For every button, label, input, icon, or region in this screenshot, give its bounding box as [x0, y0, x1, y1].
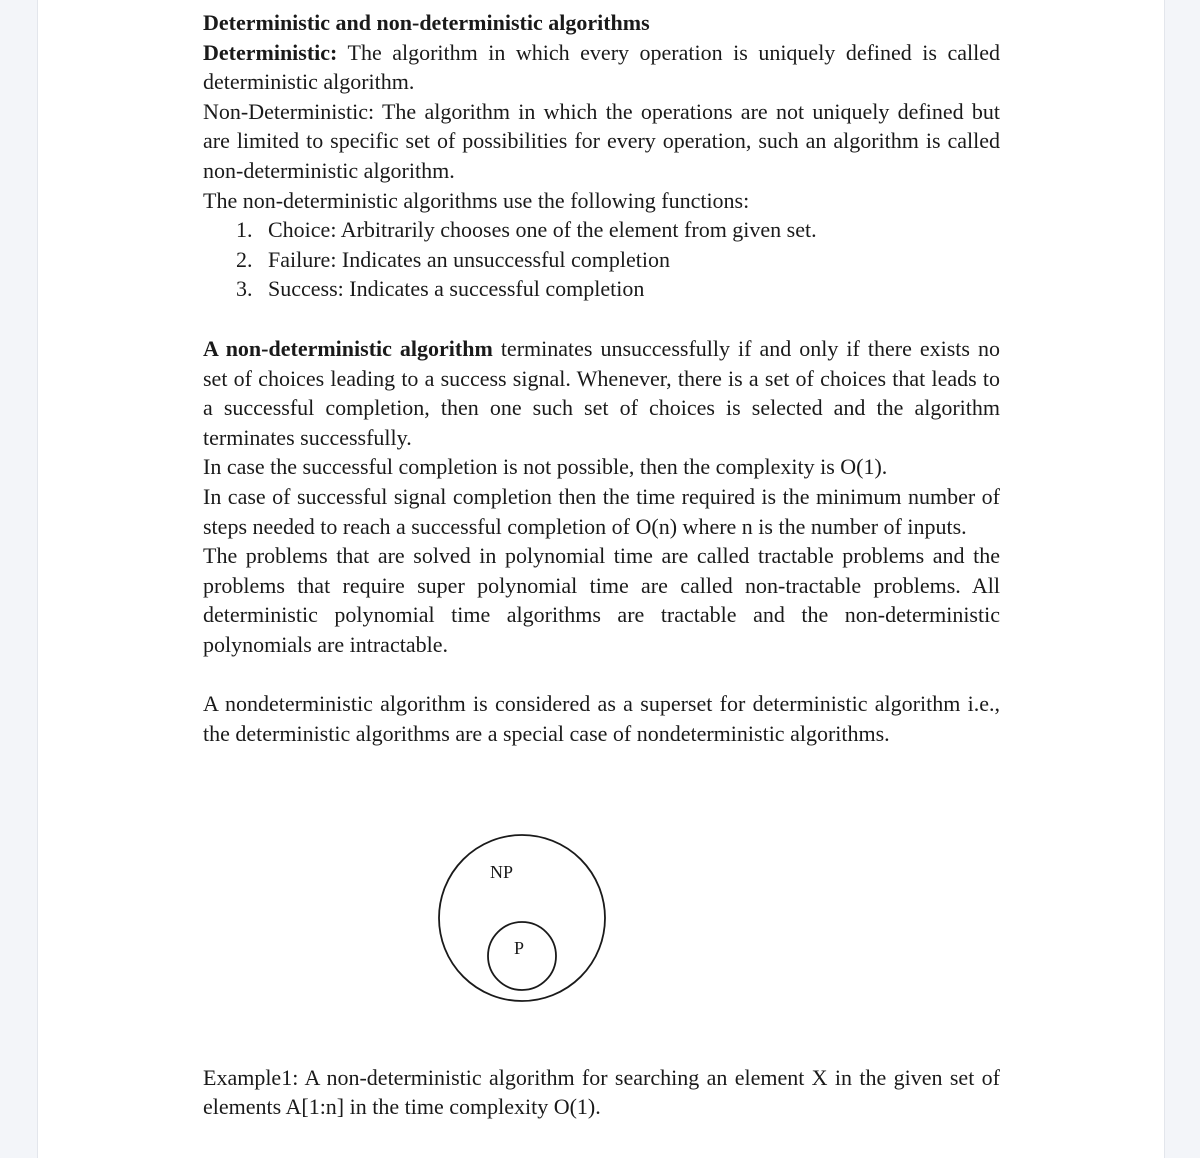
list-number: 3.	[236, 276, 253, 302]
document-page	[37, 0, 1165, 1158]
list-item	[203, 274, 1000, 304]
tractable-paragraph: The problems that are solved in polynomial time are called tractable problems and the problems that require super polynomial time are called non-tractable problems. All deterministic polynomial time algorithms are tractable and the non-deterministic polynomials are intractable.	[203, 543, 1000, 657]
nd-termination-text: terminates unsuccessfully if and only if there exists no set of choices leading to a success signal. Whenever, there is a set of choices that leads to a successful completion, then one such set of choices is selected and the algorithm terminates successfully.	[203, 335, 1000, 450]
list-item	[203, 245, 1000, 275]
functions-list	[203, 215, 1000, 304]
list-text: Choice: Arbitrarily chooses one of the element from given set.	[268, 217, 817, 243]
np-label: NP	[490, 862, 514, 882]
example-paragraph: Example1: A non-deterministic algorithm for searching an element X in the given set of elements A[1:n] in the time complexity O(1).	[203, 1064, 1000, 1120]
spacer	[203, 659, 1000, 689]
spacer	[203, 304, 1000, 334]
deterministic-term: Deterministic:	[203, 39, 338, 65]
deterministic-text: The algorithm in which every operation is uniquely defined is called deterministic algorithm.	[203, 39, 1000, 95]
p-label: P	[514, 938, 525, 958]
nd-termination-paragraph	[203, 334, 1000, 452]
nd-term: A non-deterministic algorithm	[203, 335, 493, 361]
superset-paragraph: A nondeterministic algorithm is considered as a superset for deterministic algorithm i.e., the deterministic algorithms are a special case of nondeterministic algorithms.	[203, 691, 1000, 747]
np-circle	[439, 835, 605, 1001]
list-number: 1.	[236, 217, 253, 243]
deterministic-definition	[203, 38, 1000, 97]
list-item	[203, 215, 1000, 245]
np-p-venn-diagram	[436, 832, 608, 1004]
functions-intro: The non-deterministic algorithms use the following functions:	[203, 187, 750, 213]
list-number: 2.	[236, 246, 253, 272]
complexity-unsuccessful: In case the successful completion is not possible, then the complexity is O(1).	[203, 454, 888, 480]
non-deterministic-definition: Non-Deterministic: The algorithm in which the operations are not uniquely defined but are limited to specific set of possibilities for every operation, such an algorithm is called non-deterministic algorithm.	[203, 98, 1000, 183]
list-text: Success: Indicates a successful completion	[268, 276, 645, 302]
list-text: Failure: Indicates an unsuccessful completion	[268, 246, 670, 272]
complexity-successful: In case of successful signal completion then the time required is the minimum number of steps needed to reach a successful completion of O(n) where n is the number of inputs.	[203, 483, 1000, 539]
section-heading: Deterministic and non-deterministic algorithms	[203, 10, 650, 35]
